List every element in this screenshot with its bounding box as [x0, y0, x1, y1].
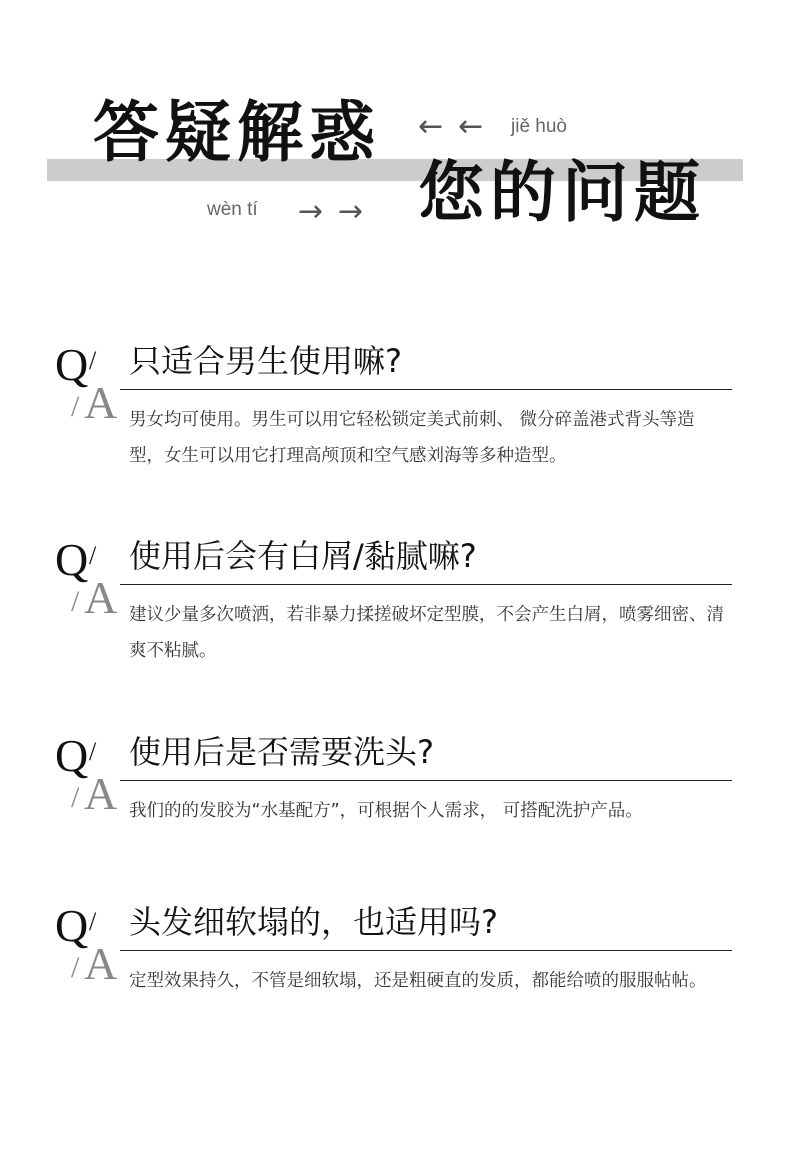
- q-slash: /: [89, 907, 97, 936]
- faq-question: 使用后是否需要洗头?: [129, 733, 434, 771]
- q-slash: /: [89, 346, 97, 375]
- pinyin-title: jiě huò: [511, 116, 567, 137]
- faq-question: 头发细软塌的，也适用吗?: [129, 903, 498, 941]
- q-mark: Q: [55, 339, 89, 390]
- q-mark: Q: [55, 730, 89, 781]
- q-slash: /: [89, 737, 97, 766]
- divider: [120, 950, 732, 951]
- faq-answer: 男女均可使用。男生可以用它轻松锁定美式前刺、 微分碎盖港式背头等造型，女生可以用它打理高颅顶和空气感刘海等多种造型。: [129, 410, 695, 466]
- arrow-left-icon: ←: [418, 109, 444, 144]
- q-slash: /: [89, 541, 97, 570]
- page-title: 答疑解惑: [93, 94, 381, 171]
- a-mark: A: [84, 377, 118, 428]
- pinyin-subtitle: wèn tí: [207, 199, 258, 220]
- arrow-right-icon: →: [338, 194, 364, 229]
- a-slash: /: [71, 585, 80, 618]
- arrow-left-icon: ←: [458, 109, 484, 144]
- faq-answer: 定型效果持久，不管是细软塌，还是粗硬直的发质，都能给喷的服服帖帖。: [129, 971, 707, 991]
- divider: [120, 584, 732, 585]
- divider: [120, 780, 732, 781]
- page-header: [0, 0, 790, 300]
- a-mark: A: [84, 938, 118, 989]
- q-mark: Q: [55, 900, 89, 951]
- faq-answer: 我们的的发胶为“水基配方”，可根据个人需求， 可搭配洗护产品。: [129, 801, 643, 821]
- faq-question: 使用后会有白屑/黏腻嘛?: [129, 537, 477, 575]
- a-slash: /: [71, 951, 80, 984]
- a-slash: /: [71, 781, 80, 814]
- a-mark: A: [84, 768, 118, 819]
- faq-answer: 建议少量多次喷洒，若非暴力揉搓破坏定型膜，不会产生白屑，喷雾细密、清爽不粘腻。: [129, 605, 724, 661]
- faq-question: 只适合男生使用嘛?: [129, 342, 402, 380]
- q-mark: Q: [55, 534, 89, 585]
- page-subtitle: 您的问题: [418, 154, 706, 231]
- a-mark: A: [84, 572, 118, 623]
- arrow-right-icon: →: [298, 194, 324, 229]
- a-slash: /: [71, 390, 80, 423]
- divider: [120, 389, 732, 390]
